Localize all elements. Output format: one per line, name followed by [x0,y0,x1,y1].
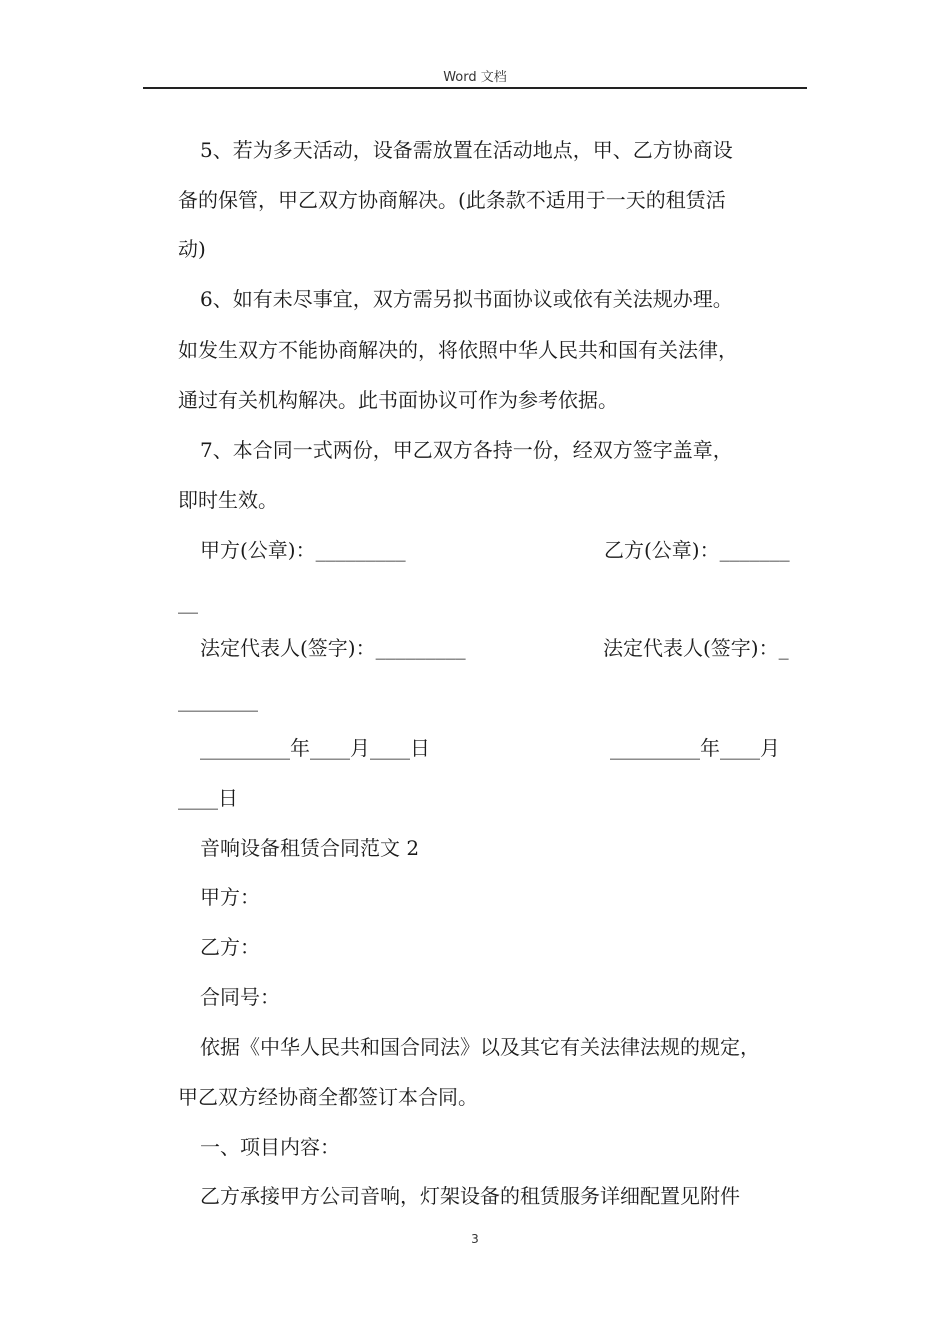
clause-5-line-1: 5、若为多天活动，设备需放置在活动地点，甲、乙方协商设 [200,138,733,162]
clause-7-line-1: 7、本合同一式两份，甲乙双方各持一份，经双方签字盖章， [200,438,733,462]
contract-number-label: 合同号： [200,985,280,1009]
clause-7-line-2: 即时生效。 [178,488,278,512]
legal-rep-b-continuation: ________ [178,688,258,712]
intro-line-1: 依据《中华人民共和国合同法》以及其它有关法律法规的规定， [200,1035,760,1059]
legal-rep-b: 法定代表人(签字)：_ [603,636,789,660]
section-2-title: 音响设备租赁合同范文 2 [200,836,420,860]
party-a-label: 甲方： [200,885,260,909]
clause-6-line-1: 6、如有未尽事宜，双方需另拟书面协议或依有关法规办理。 [200,287,733,311]
project-content-heading: 一、项目内容： [200,1135,340,1159]
legal-rep-a: 法定代表人(签字)：_________ [200,636,466,660]
project-content-text: 乙方承接甲方公司音响，灯架设备的租赁服务详细配置见附件 [200,1184,740,1208]
header-divider [143,87,807,89]
date-b: _________年____月 [610,736,780,760]
party-a-seal: 甲方(公章)：_________ [200,538,406,562]
party-b-seal-continuation: __ [178,590,198,614]
intro-line-2: 甲乙双方经协商全都签订本合同。 [178,1085,478,1109]
party-b-seal: 乙方(公章)：_______ [604,538,790,562]
clause-6-line-2: 如发生双方不能协商解决的，将依照中华人民共和国有关法律， [178,338,738,362]
clause-6-line-3: 通过有关机构解决。此书面协议可作为参考依据。 [178,388,618,412]
page-number: 3 [471,1232,479,1246]
clause-5-line-3: 动) [178,237,206,261]
date-a: _________年____月____日 [200,736,430,760]
party-b-label: 乙方： [200,935,260,959]
clause-5-line-2: 备的保管，甲乙双方协商解决。(此条款不适用于一天的租赁活 [178,188,726,212]
date-b-continuation: ____日 [178,786,238,810]
document-header: Word 文档 [443,70,507,85]
